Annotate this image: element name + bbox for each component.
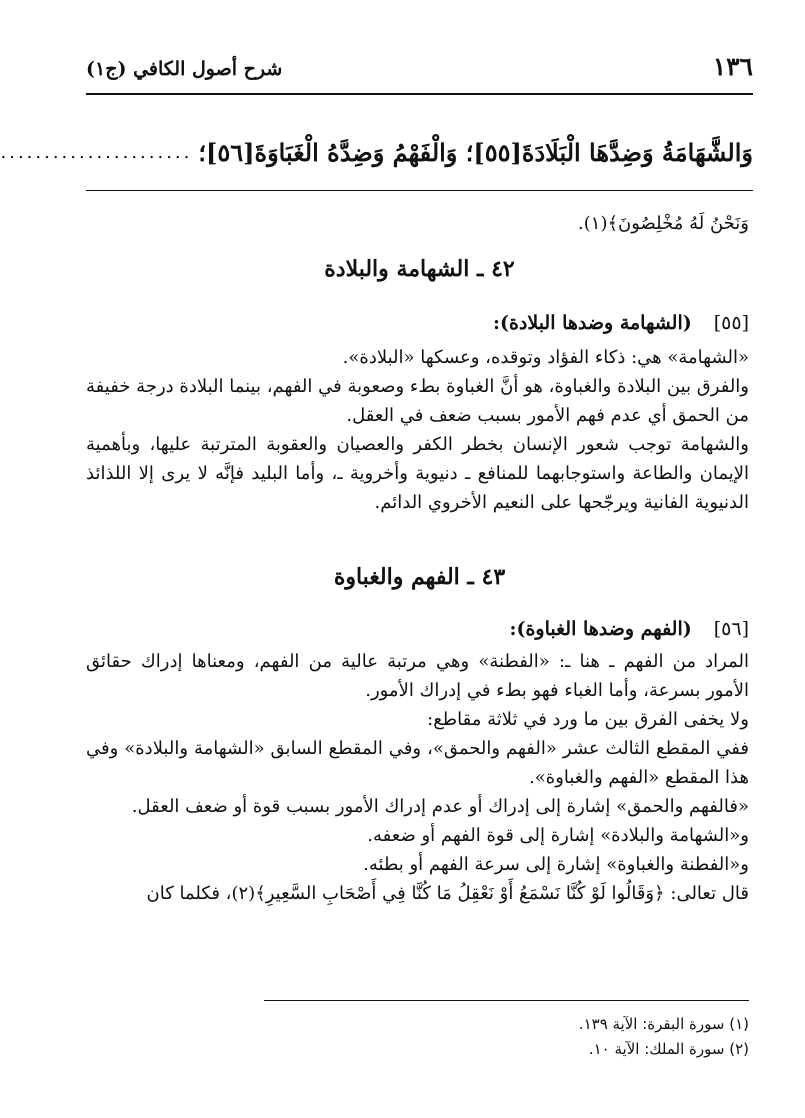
running-title: شرح أصول الكافي (ج١)	[86, 58, 283, 80]
paragraph: والفرق بين البلادة والغباوة، هو أنَّ الغباوة بطء وصعوبة في الفهم، بينما البلادة درجة خفيفة من الحمق أي عدم فهم الأمور بسبب ضعف في العقل.	[86, 376, 749, 426]
paragraph: ففي المقطع الثالث عشر «الفهم والحمق»، وفي المقطع السابق «الشهامة والبلادة» وفي هذا المقطع «الفهم والغباوة».	[86, 738, 749, 788]
paragraph: قال تعالى: ﴿وَقَالُوا لَوْ كُنَّا نَسْمَعُ أَوْ نَعْقِلُ مَا كُنَّا فِي أَصْحَابِ السَّعِيرِ﴾(٢)، فكلما كان	[146, 883, 749, 904]
entry-title: (الشهامة وضدها البلادة):	[492, 312, 692, 334]
hadith-text-line	[0, 127, 753, 177]
paragraph: «الشهامة» هي: ذكاء الفؤاد وتوقده، وعسكها «البلادة».	[342, 347, 749, 368]
verse-continuation: وَنَحْنُ لَهُ مُخْلِصُونَ﴾(١).	[578, 213, 749, 234]
paragraph: و«الفطنة والغباوة» إشارة إلى سرعة الفهم أو بطئه.	[363, 854, 749, 875]
paragraph: «فالفهم والحمق» إشارة إلى إدراك أو عدم إدراك الأمور بسبب قوة أو ضعف العقل.	[131, 796, 749, 817]
hadith-text: وَالشَّهَامَةُ وَضِدَّهَا الْبَلَادَةَ[٥٥]؛ وَالْفَهْمُ وَضِدَّهُ الْغَبَاوَةَ[٥٦]؛	[198, 137, 753, 167]
paragraph: المراد من الفهم ـ هنا ـ: «الفطنة» وهي مرتبة عالية من الفهم، ومعناها إدراك حقائق الأمور بسرعة، وأما الغباء فهو بطء في إدراك الأمور.	[86, 651, 749, 701]
section-heading-42: ٤٢ ـ الشهامة والبلادة	[324, 256, 515, 282]
entry-number: [٥٦]	[713, 618, 749, 640]
paragraph: ولا يخفى الفرق بين ما ورد في ثلاثة مقاطع:	[427, 709, 749, 730]
section-heading-43: ٤٣ ـ الفهم والغباوة	[333, 564, 506, 590]
paragraph: والشهامة توجب شعور الإنسان بخطر الكفر والعصيان والعقوبة المترتبة عليها، وبأهمية الإيمان والطاعة واستوجابهما للمنافع ـ دنيوية وأخروية ـ، وأما البليد فإنَّه لا يرى إلا اللذائذ الدنيوية الفانية ويرجّحها على النعيم الأخروي الدائم.	[86, 434, 749, 513]
footnotes	[579, 1012, 749, 1062]
footnote-divider	[264, 1000, 749, 1001]
footnote: (١) سورة البقرة: الآية ١٣٩.	[578, 1015, 749, 1033]
entry-title: (الفهم وضدها الغباوة):	[509, 618, 692, 640]
entry-heading-56	[509, 618, 749, 640]
matn-divider	[86, 190, 753, 191]
page-number: ١٣٦	[712, 52, 753, 81]
page-header	[86, 52, 753, 92]
entry-body-55	[86, 343, 749, 517]
entry-heading-55	[493, 312, 749, 334]
leader-dots: ......................	[0, 141, 193, 163]
footnote: (٢) سورة الملك: الآية ١٠.	[588, 1040, 749, 1058]
entry-number: [٥٥]	[713, 312, 749, 334]
paragraph: و«الشهامة والبلادة» إشارة إلى قوة الفهم أو ضعفه.	[367, 825, 749, 846]
entry-body-56	[86, 647, 749, 908]
header-divider	[86, 93, 753, 95]
